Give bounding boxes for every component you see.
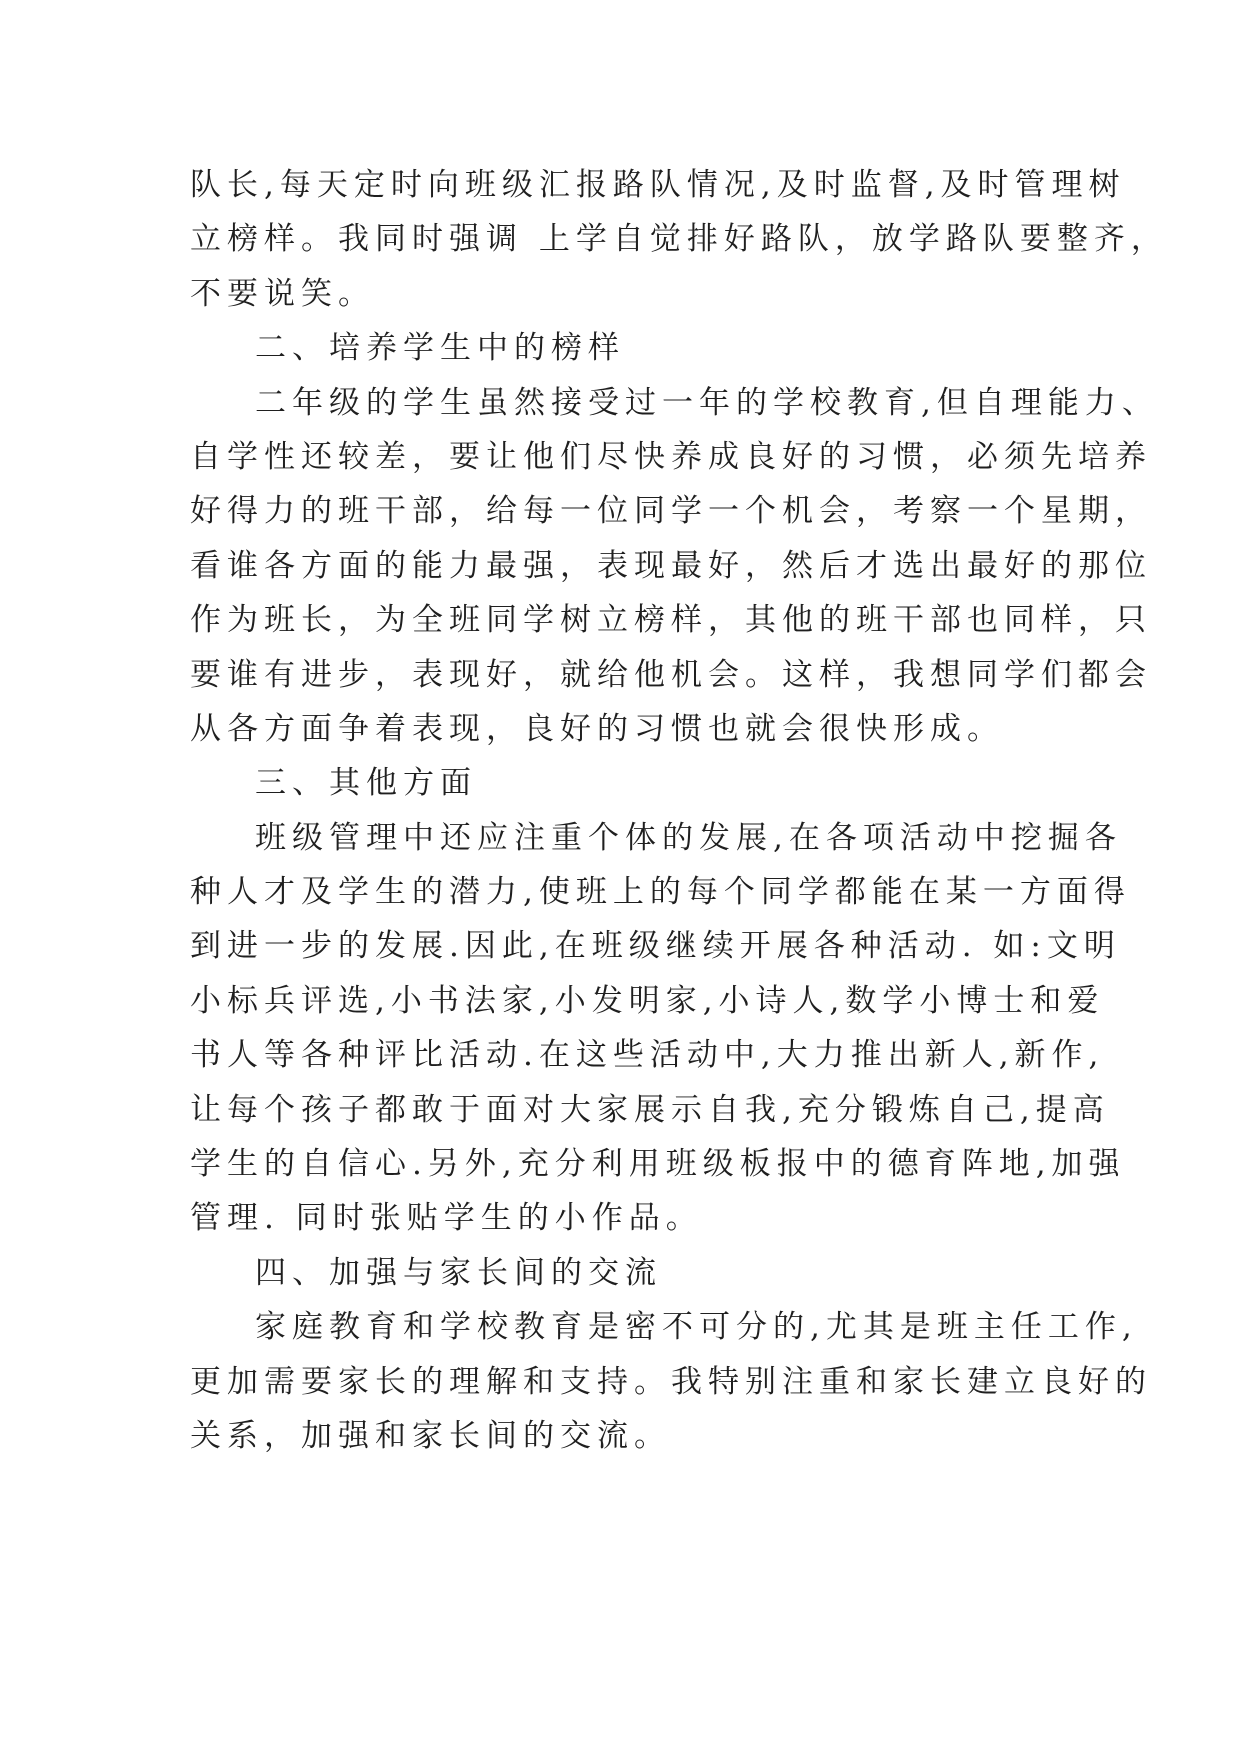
text-line: 让每个孩子都敢于面对大家展示自我,充分锻炼自己,提高 [190, 1091, 1110, 1128]
text-line: 更加需要家长的理解和支持。我特别注重和家长建立良好的 [190, 1363, 1152, 1400]
text-line: 小标兵评选,小书法家,小发明家,小诗人,数学小博士和爱 [190, 982, 1105, 1019]
text-line: 管理. 同时张贴学生的小作品。 [190, 1200, 703, 1237]
text-line: 班级管理中还应注重个体的发展,在各项活动中挖掘各 [255, 819, 1122, 856]
section-heading: 二、培养学生中的榜样 [255, 330, 625, 367]
document-body [190, 158, 1168, 1463]
text-line: 到进一步的发展.因此,在班级继续开展各种活动. 如:文明 [190, 928, 1121, 965]
text-line: 要谁有进步，表现好，就给他机会。这样，我想同学们都会 [190, 656, 1152, 693]
text-line: 二年级的学生虽然接受过一年的学校教育,但自理能力、 [255, 384, 1159, 421]
text-line: 好得力的班干部，给每一位同学一个机会，考察一个星期， [190, 493, 1152, 530]
section-heading: 三、其他方面 [255, 765, 477, 802]
text-line: 种人才及学生的潜力,使班上的每个同学都能在某一方面得 [190, 874, 1131, 911]
text-line: 关系，加强和家长间的交流。 [190, 1417, 671, 1454]
text-line: 从各方面争着表现，良好的习惯也就会很快形成。 [190, 710, 1004, 747]
text-line: 队长,每天定时向班级汇报路队情况,及时监督,及时管理树 [190, 167, 1126, 203]
text-line: 自学性还较差，要让他们尽快养成良好的习惯，必须先培养 [190, 438, 1152, 475]
text-line: 不要说笑。 [190, 275, 375, 312]
text-line: 立榜样。我同时强调 上学自觉排好路队，放学路队要整齐， [190, 221, 1168, 258]
text-line: 学生的自信心.另外,充分利用班级板报中的德育阵地,加强 [190, 1146, 1126, 1183]
text-line: 家庭教育和学校教育是密不可分的,尤其是班主任工作, [255, 1309, 1138, 1346]
text-line: 看谁各方面的能力最强，表现最好，然后才选出最好的那位 [190, 547, 1152, 584]
text-line: 书人等各种评比活动.在这些活动中,大力推出新人,新作, [190, 1037, 1105, 1074]
text-line: 作为班长，为全班同学树立榜样，其他的班干部也同样，只 [190, 602, 1152, 639]
section-heading: 四、加强与家长间的交流 [255, 1254, 662, 1291]
